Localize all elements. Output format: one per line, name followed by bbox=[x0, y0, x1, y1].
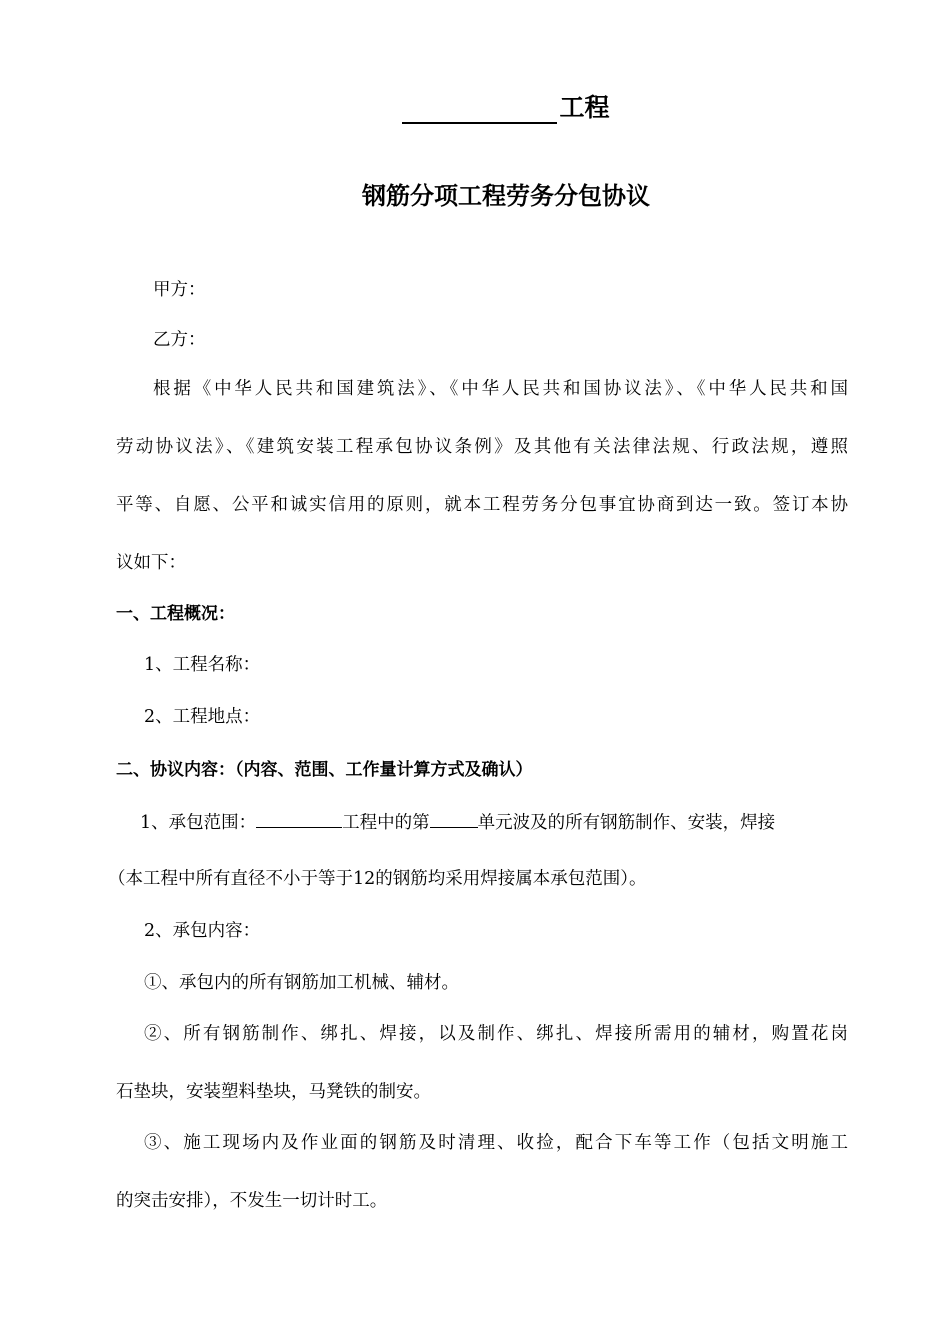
content-item-2-line-1: ②、所有钢筋制作、绑扎、焊接，以及制作、绑扎、焊接所需用的辅材，购置花岗 bbox=[144, 1024, 848, 1044]
content-item-3-line-1: ③、施工现场内及作业面的钢筋及时清理、收捡，配合下车等工作（包括文明施工 bbox=[144, 1133, 848, 1153]
project-name-blank bbox=[402, 96, 557, 124]
scope-mid: 工程中的第 bbox=[342, 813, 430, 833]
content-item-1: ①、承包内的所有钢筋加工机械、辅材。 bbox=[144, 973, 459, 993]
party-a-label: 甲方： bbox=[153, 280, 206, 300]
scope-unit-blank bbox=[430, 809, 478, 828]
section-2-heading: 二、协议内容：（内容、范围、工作量计算方式及确认） bbox=[116, 760, 533, 780]
intro-line-1: 根据《中华人民共和国建筑法》、《中华人民共和国协议法》、《中华人民共和国 bbox=[153, 379, 848, 399]
content-item-2-line-2: 石垫块，安装塑料垫块，马凳铁的制安。 bbox=[116, 1082, 431, 1102]
section-1-heading: 一、工程概况： bbox=[116, 604, 235, 624]
scope-suffix: 单元波及的所有钢筋制作、安装，焊接 bbox=[477, 813, 776, 833]
scope-project-blank bbox=[256, 809, 342, 828]
scope-prefix: 1、承包范围： bbox=[140, 813, 257, 833]
project-title bbox=[0, 88, 950, 124]
project-title-suffix: 工程 bbox=[559, 93, 610, 122]
agreement-title: 钢筋分项工程劳务分包协议 bbox=[362, 182, 650, 210]
scope-line-1 bbox=[116, 809, 848, 835]
intro-line-3: 平等、自愿、公平和诚实信用的原则，就本工程劳务分包事宜协商到达一致。签订本协 bbox=[116, 495, 848, 515]
content-item-3-line-2: 的突击安排），不发生一切计时工。 bbox=[116, 1191, 388, 1211]
intro-line-2: 劳动协议法》、《建筑安装工程承包协议条例》及其他有关法律法规、行政法规，遵照 bbox=[116, 437, 848, 457]
project-name-item: 1、工程名称： bbox=[144, 655, 261, 675]
intro-line-4: 议如下： bbox=[116, 553, 186, 573]
content-label: 2、承包内容： bbox=[144, 921, 261, 941]
project-location-item: 2、工程地点： bbox=[144, 707, 261, 727]
party-b-label: 乙方： bbox=[153, 330, 206, 350]
scope-line-2: （本工程中所有直径不小于等于12的钢筋均采用焊接属本承包范围）。 bbox=[108, 869, 647, 889]
